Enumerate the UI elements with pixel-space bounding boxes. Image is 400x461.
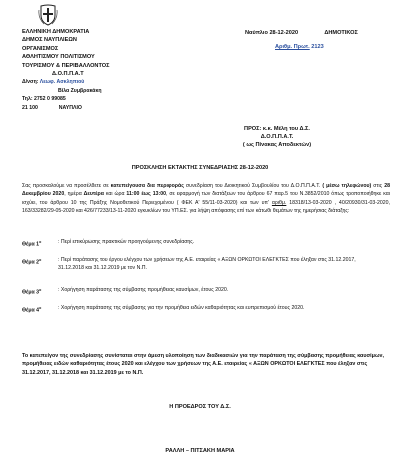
agenda-item-text: : Περί επικύρωσης πρακτικών προηγούμενης συνεδρίασης. [58, 239, 195, 245]
agenda-item-label [22, 286, 41, 297]
intro-text: αριθμ. [271, 199, 287, 206]
intro-text: 18318/13-03-2020 , 40/20930/31-03-2020, 163/33282/29-05-2020 και 426/77233/13-11-2020 εγκυκλίων του ΥΠ.ΕΣ. για λήψη απόφασης επί των κάτωθι θεμάτων της ημερήσιας διάταξης: [22, 199, 390, 215]
city: ΝΑΥΠΛΙΟ [58, 104, 82, 111]
intro-text: και ώρα [105, 191, 125, 198]
postcode: 21 100 [22, 104, 38, 111]
header-line: Δ.Ο.Π.Π.Α.Τ [52, 71, 84, 78]
postcode-row [22, 104, 222, 112]
protocol-label: Αριθμ. Πρωτ. [275, 44, 310, 50]
meeting-date: 28 Δεκεμβρίου 2020 [22, 183, 390, 198]
meeting-time: 11:00 έως 13:00 [126, 191, 166, 198]
intro-text: συνεδρίαση του Διοικητικού Συμβουλίου του Δ.Ο.Π.Π.Α.Τ. [185, 183, 321, 189]
signatory-name: ΡΑΛΛΗ – ΠΙΤΣΑΚΗ ΜΑΡΙΑ [165, 448, 235, 454]
agenda-label-sup: ο [39, 306, 42, 310]
agenda-label-text: Θέμα 4 [22, 307, 40, 314]
intro-text: , σε εφαρμογή των διατάξεων του άρθρου 67 παρ.5 του Ν.3852/2010 όπως τροποποιήθηκε και ισχύει, του άρθρου 10 της Πράξης Νομοθετικού Περιεχομένου ( ΦΕΚ Α' 55/11-03-2020) και των υπ' [22, 191, 390, 206]
header-line: ΑΘΛΗΤΙΣΜΟΥ ΠΟΛΙΤΙΣΜΟΥ [22, 54, 95, 61]
intro-paragraph [22, 182, 390, 216]
agenda-item-text: : Περί παράτασης του έργου ελέγχου των χρήσεων της Α.Ε. εταιρείας « ΑΞΩΝ ΟΡΚΩΤΟΙ ΕΛΕΓΚΤΕΣ που έληξαν στις 31.12.2017, 31.12.2018 και 31.12.2019 με τον Ν.Π. [58, 257, 356, 272]
phone-value: 2752 0 99085 [34, 96, 66, 103]
intro-text: , ημέρα [64, 191, 82, 198]
date-line: Ναύπλιο 28-12-2020 [245, 30, 299, 36]
agenda-label-text: Θέμα 1 [22, 241, 40, 248]
header-line: ΔΗΜΟΣ ΝΑΥΠΛΙΕΩΝ [22, 37, 77, 44]
intro-emphasis: κατεπείγουσα δια περιφοράς [110, 183, 184, 189]
address-value-2: Βίλα Ζυμβρακάκη [58, 87, 102, 94]
greek-coat-of-arms-icon [38, 4, 58, 26]
agenda-item-label [22, 256, 41, 267]
recipient-type: ΔΗΜΟΤΙΚΟΣ [324, 30, 358, 36]
address-label: Δ/νση: [22, 79, 39, 86]
addressee-line: ΠΡΟΣ: κ.κ. Μέλη του Δ.Σ. [244, 126, 310, 132]
phone-label: Τηλ: [22, 96, 33, 103]
address-value: Λεωφ. Ασκληπιού [39, 79, 85, 86]
intro-text: στις [373, 183, 383, 189]
urgency-justification: Το κατεπείγον της συνεδρίασης συνίσταται στην άμεση υλοποίηση των διαδικασιών για την παράταση της σύμβασης προμήθειας καυσίμων, προμήθειας ειδών καθαριότητας έτους 2020 και ελέγχου των χρήσεων της Α.Ε. εταιρείας « ΑΞΩΝ ΟΡΚΩΤΟΙ ΕΛΕΓΚΤΕΣ που έληξαν στις 31.12.2017, 31.12.2018 και 31.12.2019 με το Ν.Π. [22, 353, 385, 376]
intro-text: Σας προσκαλούμε να προσέλθετε σε [22, 183, 109, 189]
agenda-item-text: : Χορήγηση παράτασης της σύμβασης για την προμήθεια ειδών καθαριότητας και ευπρεπισμού έτους 2020. [58, 305, 305, 311]
addressee-block [232, 125, 322, 150]
addressee-line: Δ.Ο.Π.Π.Α.Τ. [260, 134, 294, 141]
agenda-label-sup: ο [39, 288, 42, 292]
protocol-row [275, 44, 324, 50]
header-line: ΤΟΥΡΙΣΜΟΥ & ΠΕΡΙΒΑΛΛΟΝΤΟΣ [22, 62, 110, 69]
agenda-item-text: : Χορήγηση παράτασης της σύμβασης προμήθειας καυσίμων, έτους 2020. [58, 287, 229, 293]
header-line: ΕΛΛΗΝΙΚΗ ΔΗΜΟΚΡΑΤΙΑ [22, 29, 90, 35]
addressee-line: ( ως Πίνακας Αποδεκτών) [242, 142, 312, 149]
document-meta [245, 30, 358, 50]
signatory-title: Η ΠΡΟΕΔΡΟΣ ΤΟΥ Δ.Σ. [169, 404, 231, 410]
agenda-label-sup: ο [39, 258, 42, 262]
protocol-number: 2123 [311, 44, 324, 50]
agenda-label-text: Θέμα 3 [22, 289, 40, 296]
agenda-item-label [22, 304, 41, 315]
agenda-item-label [22, 238, 41, 249]
header-line: ΟΡΓΑΝΙΣΜΟΣ [22, 45, 59, 52]
meeting-day: Δευτέρα [83, 191, 104, 198]
sender-header [22, 28, 222, 112]
phone-row [22, 95, 222, 103]
intro-emphasis: ( μέσω τηλεφώνου) [322, 183, 372, 189]
agenda-label-text: Θέμα 2 [22, 259, 40, 266]
address-row [22, 78, 222, 86]
document-title: ΠΡΟΣΚΛΗΣΗ ΕΚΤΑΚΤΗΣ ΣΥΝΕΔΡΙΑΣΗΣ 28-12-2020 [131, 165, 269, 171]
agenda-label-sup: ο [39, 240, 42, 244]
